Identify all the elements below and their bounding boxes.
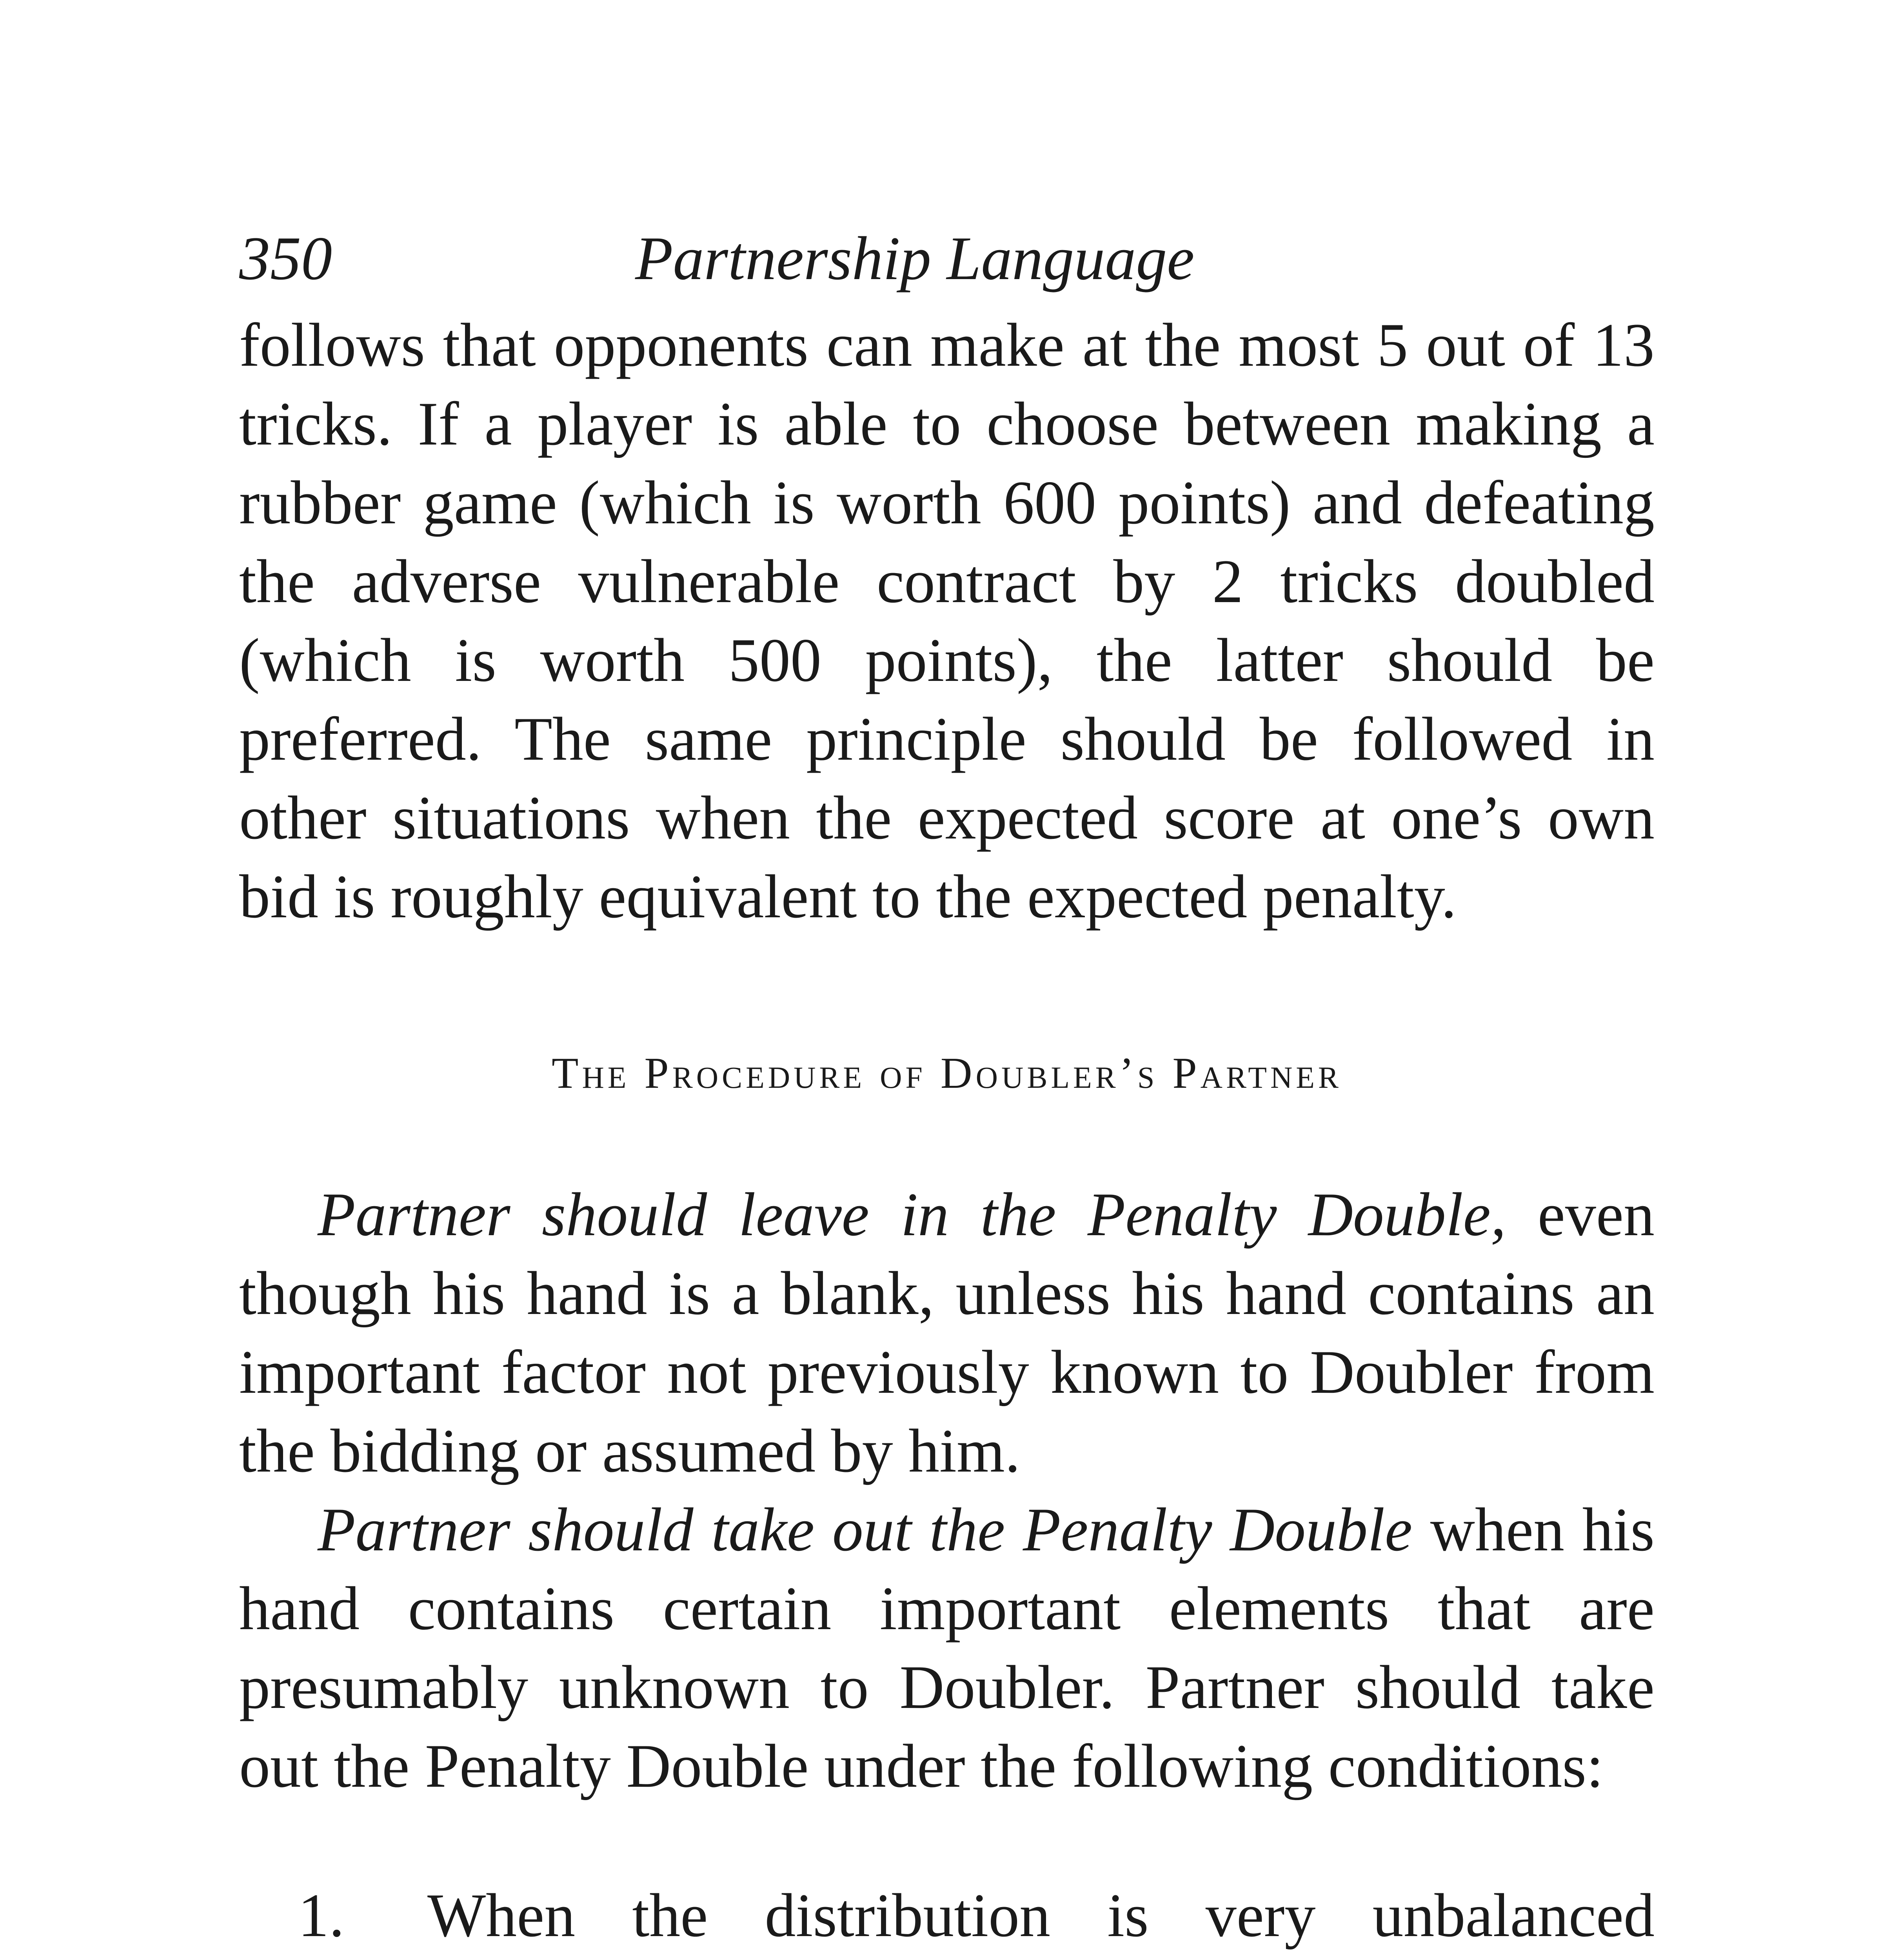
list-item-number: 1. [298, 1881, 345, 1950]
running-title: Partnership Language [635, 224, 1195, 293]
paragraph-leave-in-lead: Partner should leave in the Penalty Double, [318, 1180, 1506, 1249]
page-number: 350 [239, 224, 332, 293]
section-heading: The Procedure of Doubler’s Partner [552, 1049, 1342, 1098]
paragraph-leave-in-body: even though his hand is a blank, unless his hand contains an important factor not previously known to Doubler from the bidding or assumed by him. [239, 1180, 1655, 1485]
paragraph-take-out [239, 1490, 1655, 1806]
conditions-list [239, 1876, 1655, 1960]
list-item-text: When the distribution is very unbalanced [427, 1881, 1655, 1950]
list-item [239, 1876, 1655, 1960]
book-page [239, 220, 1655, 1960]
paragraph-leave-in [239, 1175, 1655, 1490]
page-header [239, 220, 1655, 306]
paragraph-take-out-lead: Partner should take out the Penalty Double [318, 1495, 1413, 1564]
paragraph-continuation: follows that opponents can make at the most 5 out of 13 tricks. If a player is able to choose between making a rubber game (which is worth 600 points) and defeating the adverse vulnerable contract by 2 tricks doubled (which is worth 500 points), the latter should be preferred. The same principle should be followed in other situations when the expected score at one’s own bid is roughly equivalent to the expected penalty. [239, 311, 1655, 931]
paragraph-take-out-body: when his hand contains certain important elements that are presumably unknown to Doubler. Partner should take out the Penalty Double under the following conditions: [239, 1495, 1655, 1800]
